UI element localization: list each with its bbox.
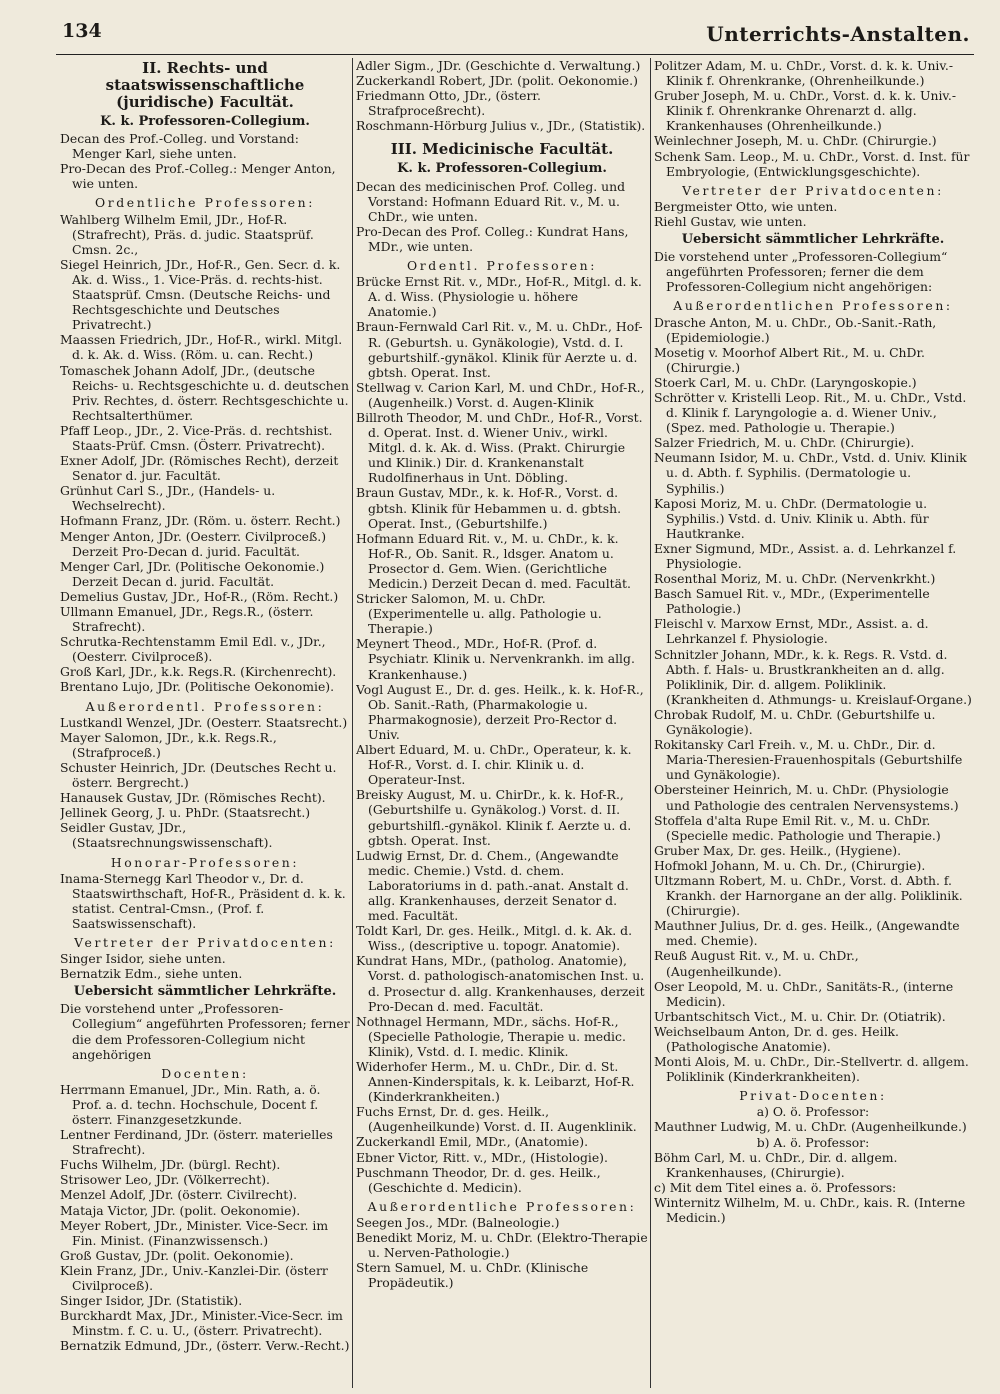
col3-spaced-heading: Privat-Docenten: [739, 1088, 887, 1104]
col1-entry: Bernatzik Edm., siehe unten. [60, 966, 243, 982]
col2-entry: Widerhofer Herm., M. u. ChDr., Dir. d. St. Annen-Kinderspitals, k. k. Leibarzt, Hof-R. (Kinderkrankheiten.) [356, 1059, 635, 1105]
col1-subheading: K. k. Professoren-Collegium. [100, 114, 310, 129]
col3-entry: Gruber Max, Dr. ges. Heilk., (Hygiene). [654, 842, 902, 858]
col3-entry: Schnitzler Johann, MDr., k. k. Regs. R. Vstd. d. Abth. f. Hals- u. Brustkrankheiten an d. allg. Poliklinik, Dir. d. allgem. Poliklinik. (Krankheiten d. Athmungs- u. Kreislauf-Organe.) [654, 646, 972, 707]
col1-entry: Menger Carl, JDr. (Politische Oekonomie.) Derzeit Decan d. jurid. Facultät. [60, 558, 325, 589]
col2-entry: Ebner Victor, Ritt. v., MDr., (Histologie). [356, 1149, 608, 1165]
column-divider [650, 58, 651, 1388]
col2-spacer [356, 133, 648, 139]
col2-subheading: K. k. Professoren-Collegium. [397, 161, 607, 177]
col3-entry: Weichselbaum Anton, Dr. d. ges. Heilk. (Pathologische Anatomie). [654, 1023, 899, 1054]
col2-entry: Billroth Theodor, M. und ChDr., Hof-R., Vorst. d. Operat. Inst. d. Wiener Univ., wirkl. Mitgl. d. k. Ak. d. Wiss. (Prakt. Chirurgie und Klinik.) Dir. d. Krankenanstalt Rudolfinerhaus in Unt. Döbling. [356, 409, 643, 486]
col3-entry: Gruber Joseph, M. u. ChDr., Vorst. d. k. k. Univ.-Klinik f. Ohrenkranke Ohrenarzt d. allg. Krankenhauses (Ohrenheilkunde.) [654, 88, 957, 134]
col2-entry: Zuckerkandl Emil, MDr., (Anatomie). [356, 1134, 589, 1150]
col3-entry: Kaposi Moriz, M. u. ChDr. (Dermatologie u. Syphilis.) Vstd. d. Univ. Klinik u. Abth. für Hautkranke. [654, 495, 929, 541]
col2-entry: Stellwag v. Carion Karl, M. und ChDr., Hof-R., (Augenheilk.) Vorst. d. Augen-Klinik [356, 379, 645, 410]
col2-spaced-heading: Außerordentliche Professoren: [367, 1198, 637, 1214]
col3-entry: Ultzmann Robert, M. u. ChDr., Vorst. d. Abth. f. Krankh. der Harnorgane an der allg. Poliklinik. (Chirurgie). [654, 872, 963, 919]
col3-entry: Chrobak Rudolf, M. u. ChDr. (Geburtshilfe u. Gynäkologie). [654, 706, 936, 738]
column-divider [352, 58, 353, 1388]
col3-entry: c) Mit dem Titel eines a. ö. Professors: [654, 1179, 897, 1195]
col1-entry: Mataja Victor, JDr. (polit. Oekonomie). [60, 1202, 301, 1218]
column-left [60, 58, 350, 1388]
col2-entry: Stern Samuel, M. u. ChDr. (Klinische Propädeutik.) [356, 1260, 589, 1291]
col3-entry: Hofmokl Johann, M. u. Ch. Dr., (Chirurgie). [654, 857, 926, 873]
col3-entry: Neumann Isidor, M. u. ChDr., Vstd. d. Univ. Klinik u. d. Abth. f. Syphilis. (Dermatologie u. Syphilis.) [654, 450, 967, 496]
col3-entry: Rosenthal Moriz, M. u. ChDr. (Nervenkrkht.) [654, 571, 936, 587]
col1-entry: Tomaschek Johann Adolf, JDr., (deutsche Reichs- u. Rechtsgeschichte u. d. deutschen Priv. Rechtes, d. österr. Rechtsgeschichte u. Rechtsalterthümer. [60, 362, 349, 423]
col3-entry: Weinlechner Joseph, M. u. ChDr. (Chirurgie.) [654, 133, 937, 149]
col1-spaced-heading: Docenten: [161, 1065, 249, 1081]
three-column-body [56, 58, 974, 1388]
col1-entry: Schuster Heinrich, JDr. (Deutsches Recht u. österr. Bergrecht.) [60, 759, 337, 791]
col3-entry: Mauthner Ludwig, M. u. ChDr. (Augenheilkunde.) [654, 1119, 967, 1135]
col3-entry: Obersteiner Heinrich, M. u. ChDr. (Physiologie und Pathologie des centralen Nervensystems.) [654, 782, 959, 813]
running-title: Unterrichts-Anstalten. [706, 22, 970, 46]
col1-entry: Lentner Ferdinand, JDr. (österr. materielles Strafrecht). [60, 1127, 333, 1158]
col3-entry: Stoffela d'alta Rupe Emil Rit. v., M. u. ChDr. (Specielle medic. Pathologie und Therapie.) [654, 812, 941, 843]
col1-entry: Herrmann Emanuel, JDr., Min. Rath, a. ö. Prof. a. d. techn. Hochschule, Docent f. österr. Finanzgesetzkunde. [60, 1081, 321, 1127]
col3-entry: Fleischl v. Marxow Ernst, MDr., Assist. a. d. Lehrkanzel f. Physiologie. [654, 616, 929, 647]
column-right [654, 58, 972, 1388]
col3-entry: Riehl Gustav, wie unten. [654, 213, 807, 229]
col3-centered-line: b) A. ö. Professor: [756, 1134, 870, 1150]
col3-entry: Basch Samuel Rit. v., MDr., (Experimentelle Pathologie.) [654, 586, 930, 617]
col2-entry: Braun-Fernwald Carl Rit. v., M. u. ChDr., Hof-R. (Geburtsh. u. Gynäkologie), Vstd. d. I. geburtshilf.-gynäkol. Klinik für Aerzte u. d. gbtsh. Operat. Inst. [356, 319, 643, 380]
col3-entry: Böhm Carl, M. u. ChDr., Dir. d. allgem. Krankenhauses, (Chirurgie). [654, 1149, 898, 1180]
col3-entry: Exner Sigmund, MDr., Assist. a. d. Lehrkanzel f. Physiologie. [654, 540, 957, 571]
col3-entry: Schrötter v. Kristelli Leop. Rit., M. u. ChDr., Vstd. d. Klinik f. Laryngologie a. d. Wiener Univ., (Spez. med. Pathologie u. Therapie.) [654, 389, 967, 436]
col1-entry: Groß Karl, JDr., k.k. Regs.R. (Kirchenrecht). [60, 664, 337, 680]
col2-entry: Albert Eduard, M. u. ChDr., Operateur, k. k. Hof-R., Vorst. d. I. chir. Klinik u. d. Operateur-Inst. [356, 742, 632, 788]
col2-entry: Nothnagel Hermann, MDr., sächs. Hof-R., (Specielle Pathologie, Therapie u. medic. Klinik), Vstd. d. I. medic. Klinik. [356, 1013, 626, 1059]
col1-entry: Menger Anton, JDr. (Oesterr. Civilproceß.) Derzeit Pro-Decan d. jurid. Facultät. [60, 528, 327, 559]
col3-entry: Politzer Adam, M. u. ChDr., Vorst. d. k. k. Univ.-Klinik f. Ohrenkranke, (Ohrenheilkunde.) [654, 58, 954, 89]
col1-entry: Fuchs Wilhelm, JDr. (bürgl. Recht). [60, 1157, 281, 1173]
col1-entry: Maassen Friedrich, JDr., Hof-R., wirkl. Mitgl. d. k. Ak. d. Wiss. (Röm. u. can. Recht.) [60, 332, 343, 363]
col1-entry: Menzel Adolf, JDr. (österr. Civilrecht). [60, 1187, 298, 1203]
col3-spaced-heading: Vertreter der Privatdocenten: [682, 182, 944, 198]
col1-entry: Ullmann Emanuel, JDr., Regs.R., (österr. Strafrecht). [60, 604, 314, 635]
col3-spaced-heading: Außerordentlichen Professoren: [673, 298, 953, 314]
col1-subheading: Uebersicht sämmtlicher Lehrkräfte. [73, 984, 337, 1000]
running-head [56, 18, 974, 52]
col1-entry: Inama-Sternegg Karl Theodor v., Dr. d. Staatswirthschaft, Hof-R., Präsident d. k. k. statist. Central-Cmsn., (Prof. f. Saatswissenschaft). [60, 870, 346, 931]
col2-entry: Kundrat Hans, MDr., (patholog. Anatomie), Vorst. d. pathologisch-anatomischen Inst. u. d. Prosectur d. allg. Krankenhauses, derzeit Pro-Decan d. med. Facultät. [356, 953, 645, 1014]
col1-entry: Demelius Gustav, JDr., Hof-R., (Röm. Recht.) [60, 588, 339, 604]
col2-entry: Breisky August, M. u. ChirDr., k. k. Hof-R., (Geburtshilfe u. Gynäkolog.) Vorst. d. II. geburtshilfl.-gynäkol. Klinik f. Aerzte u. d. gbtsh. Operat. Inst. [356, 787, 632, 848]
col2-entry: Meynert Theod., MDr., Hof-R. (Prof. d. Psychiatr. Klinik u. Nervenkrankh. im allg. Krankenhause.) [356, 636, 635, 682]
col2-entry: Toldt Karl, Dr. ges. Heilk., Mitgl. d. k. Ak. d. Wiss., (descriptive u. topogr. Anatomie). [356, 923, 633, 954]
col2-section-heading: III. Medicinische Facultät. [390, 140, 614, 159]
col1-entry: Die vorstehend unter „Professoren-Collegium“ angeführten Professoren; ferner die dem Professoren-Collegium nicht angehörigen [60, 1001, 350, 1062]
col2-entry: Stricker Salomon, M. u. ChDr. (Experimentelle u. allg. Pathologie u. Therapie.) [356, 591, 602, 637]
col1-entry: Siegel Heinrich, JDr., Hof-R., Gen. Secr. d. k. Ak. d. Wiss., 1. Vice-Präs. d. rechts-hist. Staatsprüf. Cmsn. (Deutsche Reichs- und Rechtsgeschichte und Deutsches Privatrecht.) [60, 256, 341, 333]
col2-entry: Seegen Jos., MDr. (Balneologie.) [356, 1214, 560, 1230]
col3-entry: Bergmeister Otto, wie unten. [654, 198, 838, 214]
col3-entry: Oser Leopold, M. u. ChDr., Sanitäts-R., (interne Medicin). [654, 978, 954, 1009]
col1-entry: Hofmann Franz, JDr. (Röm. u. österr. Recht.) [60, 513, 341, 529]
col1-spaced-heading: Ordentliche Professoren: [94, 195, 316, 211]
col3-entry: Stoerk Carl, M. u. ChDr. (Laryngoskopie.) [654, 374, 917, 390]
column-middle [356, 58, 648, 1388]
col3-entry: Mosetig v. Moorhof Albert Rit., M. u. ChDr. (Chirurgie.) [654, 344, 925, 375]
col2-entry: Brücke Ernst Rit. v., MDr., Hof-R., Mitgl. d. k. A. d. Wiss. (Physiologie u. höhere Anatomie.) [356, 274, 642, 320]
col3-subheading: Uebersicht sämmtlicher Lehrkräfte. [681, 232, 945, 248]
page-number: 134 [62, 20, 102, 42]
col2-entry: Decan des medicinischen Prof. Colleg. und Vorstand: Hofmann Eduard Rit. v., M. u. ChDr., wie unten. [356, 178, 626, 224]
col1-entry: Exner Adolf, JDr. (Römisches Recht), derzeit Senator d. jur. Facultät. [60, 453, 339, 484]
col1-entry: Seidler Gustav, JDr., (Staatsrechnungswissenschaft). [60, 820, 273, 851]
col1-spaced-heading: Honorar-Professoren: [110, 854, 300, 870]
col2-entry: Benedikt Moriz, M. u. ChDr. (Elektro-Therapie u. Nerven-Pathologie.) [356, 1230, 648, 1261]
col2-entry: Hofmann Eduard Rit. v., M. u. ChDr., k. k. Hof-R., Ob. Sanit. R., ldsger. Anatom u. Prosector d. Gem. Wien. (Gerichtliche Medicin.) Derzeit Decan d. med. Facultät. [356, 530, 631, 591]
header-rule [56, 54, 974, 55]
col2-entry: Roschmann-Hörburg Julius v., JDr., (Statistik). [356, 118, 646, 134]
col1-entry: Groß Gustav, JDr. (polit. Oekonomie). [60, 1247, 294, 1263]
col1-entry: Burckhardt Max, JDr., Minister.-Vice-Secr. im Minstm. f. C. u. U., (österr. Privatrecht). [60, 1308, 343, 1339]
col1-entry: Singer Isidor, siehe unten. [60, 951, 226, 967]
col1-entry: Meyer Robert, JDr., Minister. Vice-Secr. im Fin. Minist. (Finanzwissensch.) [60, 1217, 329, 1248]
col3-entry: Schenk Sam. Leop., M. u. ChDr., Vorst. d. Inst. für Embryologie, (Entwicklungsgeschichte). [654, 148, 970, 179]
col1-entry: Bernatzik Edmund, JDr., (österr. Verw.-Recht.) [60, 1338, 350, 1354]
col3-entry: Monti Alois, M. u. ChDr., Dir.-Stellvertr. d. allgem. Poliklinik (Kinderkrankheiten). [654, 1054, 969, 1085]
col2-entry: Adler Sigm., JDr. (Geschichte d. Verwaltung.) [356, 58, 641, 73]
col1-spaced-heading: Vertreter der Privatdocenten: [74, 934, 336, 950]
col2-spaced-heading: Ordentl. Professoren: [407, 258, 597, 274]
col1-entry: Grünhut Carl S., JDr., (Handels- u. Wechselrecht). [60, 483, 276, 514]
col2-entry: Vogl August E., Dr. d. ges. Heilk., k. k. Hof-R., Ob. Sanit.-Rath, (Pharmakologie u. Pharmakognosie), derzeit Pro-Rector d. Univ. [356, 681, 644, 742]
col3-entry: Salzer Friedrich, M. u. ChDr. (Chirurgie). [654, 435, 915, 451]
col1-entry: Pfaff Leop., JDr., 2. Vice-Präs. d. rechtshist. Staats-Prüf. Cmsn. (Österr. Privatrecht). [60, 422, 333, 453]
col1-entry: Wahlberg Wilhelm Emil, JDr., Hof-R. (Strafrecht), Präs. d. judic. Staatsprüf. Cmsn. 2c., [60, 211, 314, 257]
col2-entry: Fuchs Ernst, Dr. d. ges. Heilk., (Augenheilkunde) Vorst. d. II. Augenklinik. [356, 1104, 637, 1135]
col2-entry: Ludwig Ernst, Dr. d. Chem., (Angewandte medic. Chemie.) Vstd. d. chem. Laboratoriums in d. path.-anat. Anstalt d. allg. Krankenhauses, derzeit Senator d. med. Facultät. [356, 847, 629, 924]
col1-section-heading: II. Rechts- und staatswissenschaftliche (juridische) Facultät. [105, 59, 305, 111]
col3-centered-line: a) O. ö. Professor: [756, 1104, 870, 1120]
col1-entry: Jellinek Georg, J. u. PhDr. (Staatsrecht.) [60, 805, 311, 821]
col1-entry: Pro-Decan des Prof.-Colleg.: Menger Anton, wie unten. [60, 161, 336, 192]
col1-entry: Brentano Lujo, JDr. (Politische Oekonomie). [60, 679, 335, 695]
col2-entry: Puschmann Theodor, Dr. d. ges. Heilk., (Geschichte d. Medicin). [356, 1164, 601, 1195]
col2-entry: Braun Gustav, MDr., k. k. Hof-R., Vorst. d. gbtsh. Klinik für Hebammen u. d. gbtsh. Operat. Inst., (Geburtshilfe.) [356, 485, 622, 531]
col3-entry: Rokitansky Carl Freih. v., M. u. ChDr., Dir. d. Maria-Theresien-Frauenhospitals (Geburtshilfe und Gynäkologie). [654, 737, 963, 783]
col1-spaced-heading: Außerordentl. Professoren: [85, 698, 325, 714]
col1-entry: Decan des Prof.-Colleg. und Vorstand: Menger Karl, siehe unten. [60, 131, 299, 162]
col3-entry: Drasche Anton, M. u. ChDr., Ob.-Sanit.-Rath, (Epidemiologie.) [654, 314, 937, 345]
col3-entry: Die vorstehend unter „Professoren-Collegium“ angeführten Professoren; ferner die dem Professoren-Collegium nicht angehörigen: [654, 249, 948, 295]
col1-entry: Strisower Leo, JDr. (Völkerrecht). [60, 1172, 270, 1188]
col1-entry: Klein Franz, JDr., Univ.-Kanzlei-Dir. (österr Civilproceß). [60, 1262, 328, 1294]
col1-entry: Hanausek Gustav, JDr. (Römisches Recht). [60, 790, 326, 806]
col1-entry: Mayer Salomon, JDr., k.k. Regs.R., (Strafproceß.) [60, 729, 277, 760]
col3-entry: Mauthner Julius, Dr. d. ges. Heilk., (Angewandte med. Chemie). [654, 918, 960, 949]
col2-entry: Zuckerkandl Robert, JDr. (polit. Oekonomie.) [356, 73, 638, 89]
book-page [56, 18, 974, 1388]
col1-entry: Lustkandl Wenzel, JDr. (Oesterr. Staatsrecht.) [60, 714, 348, 730]
col1-entry: Schrutka-Rechtenstamm Emil Edl. v., JDr., (Oesterr. Civilproceß). [60, 634, 326, 665]
col3-entry: Reuß August Rit. v., M. u. ChDr., (Augenheilkunde). [654, 948, 859, 979]
col3-entry: Winternitz Wilhelm, M. u. ChDr., kais. R. (Interne Medicin.) [654, 1194, 966, 1226]
col2-entry: Friedmann Otto, JDr., (österr. Strafproceßrecht). [356, 88, 541, 119]
col3-entry: Urbantschitsch Vict., M. u. Chir. Dr. (Otiatrik). [654, 1008, 946, 1024]
col1-entry: Singer Isidor, JDr. (Statistik). [60, 1293, 243, 1309]
col2-entry: Pro-Decan des Prof. Colleg.: Kundrat Hans, MDr., wie unten. [356, 223, 629, 254]
